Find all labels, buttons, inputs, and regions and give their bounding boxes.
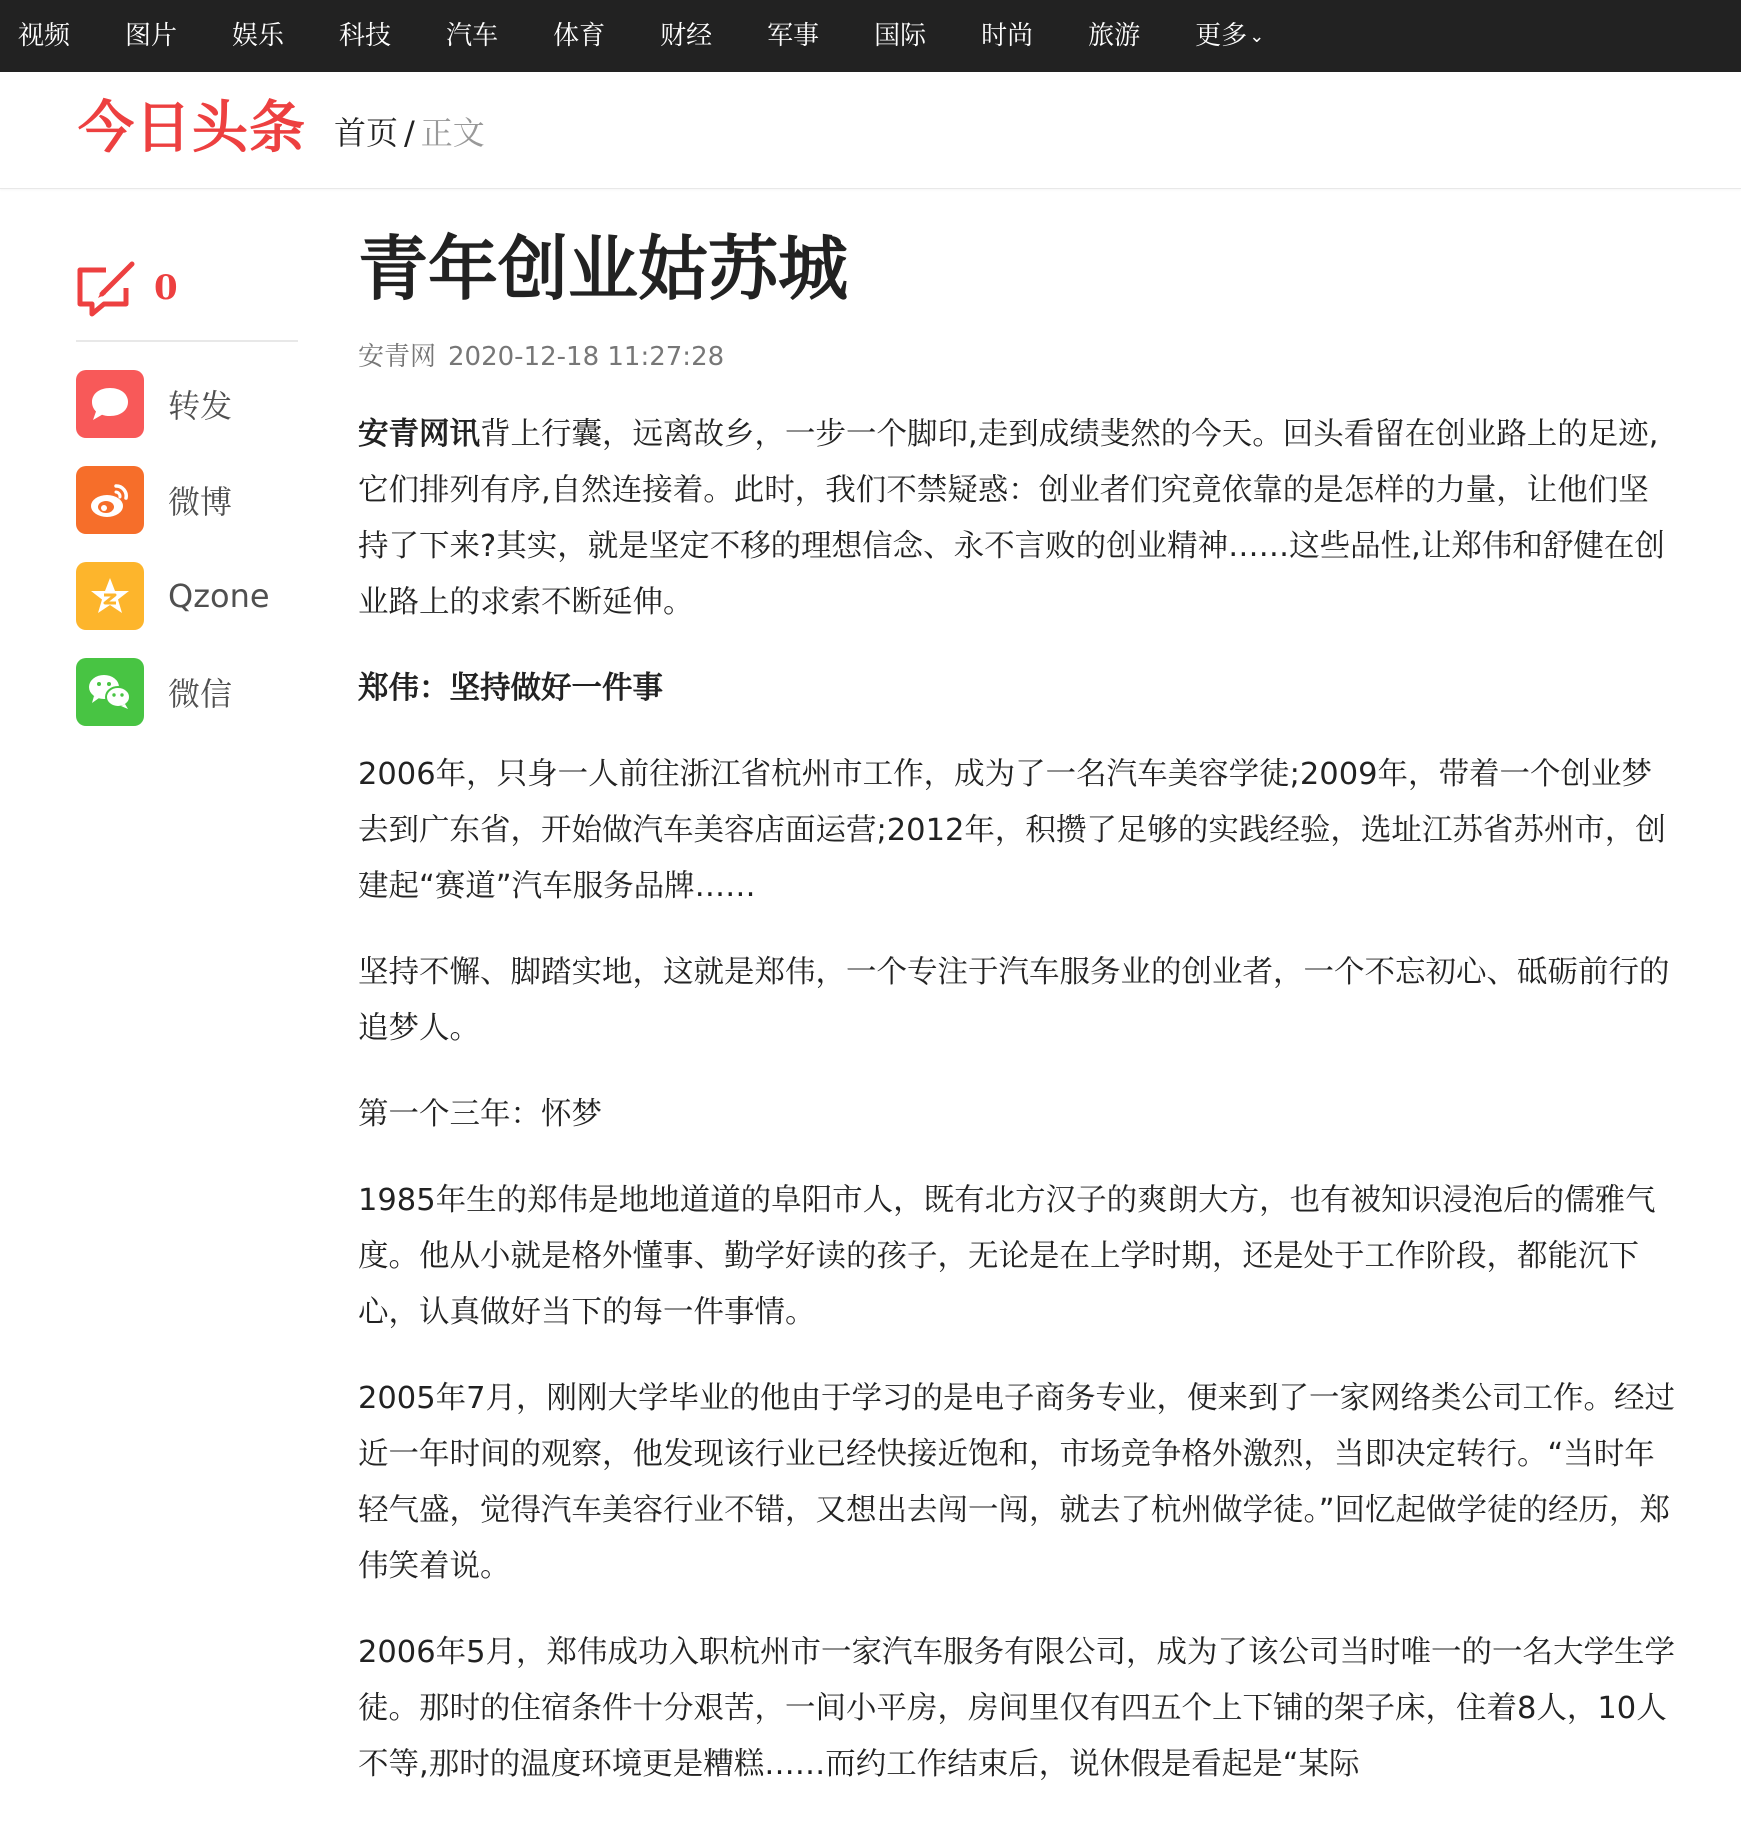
article-time: 2020-12-18 11:27:28 — [448, 342, 725, 372]
share-qzone-label: Qzone — [168, 577, 270, 615]
breadcrumb-separator: / — [404, 114, 415, 152]
comment-count: 0 — [154, 268, 178, 308]
wechat-icon — [76, 658, 144, 726]
nav-item-tech[interactable]: 科技 — [339, 21, 392, 51]
nav-item-finance[interactable]: 财经 — [660, 21, 713, 51]
chevron-down-icon: ⌄ — [1249, 26, 1265, 47]
article-body — [358, 407, 1678, 1793]
chat-bubble-icon — [76, 370, 144, 438]
article-paragraph: 2006年，只身一人前往浙江省杭州市工作，成为了一名汽车美容学徒;2009年，带着一个创业梦去到广东省，开始做汽车美容店面运营;2012年，积攒了足够的实践经验，选址江苏省苏州市，创建起“赛道”汽车服务品牌…… — [358, 757, 1666, 904]
nav-item-international[interactable]: 国际 — [874, 21, 927, 51]
article-paragraph: 1985年生的郑伟是地地道道的阜阳市人，既有北方汉子的爽朗大方，也有被知识浸泡后的儒雅气度。他从小就是格外懂事、勤学好读的孩子，无论是在上学时期，还是处于工作阶段，都能沉下心，认真做好当下的每一件事情。 — [358, 1183, 1656, 1330]
article-title: 青年创业姑苏城 — [358, 228, 848, 310]
weibo-icon — [76, 466, 144, 534]
share-list — [76, 370, 298, 726]
share-sidebar — [76, 252, 298, 754]
nav-more-label: 更多 — [1195, 21, 1248, 51]
site-header — [0, 72, 1741, 189]
nav-item-military[interactable]: 军事 — [767, 21, 820, 51]
nav-item-images[interactable]: 图片 — [125, 21, 178, 51]
comment-button[interactable] — [76, 252, 298, 342]
nav-item-more[interactable] — [1177, 0, 1264, 75]
breadcrumb-current: 正文 — [420, 114, 485, 152]
article-source[interactable]: 安青网 — [358, 342, 437, 372]
nav-item-entertainment[interactable]: 娱乐 — [232, 21, 285, 51]
site-logo[interactable]: 今日头条 — [78, 96, 306, 161]
share-qzone-button[interactable] — [76, 562, 298, 630]
nav-item-sports[interactable]: 体育 — [553, 21, 606, 51]
breadcrumb — [334, 112, 485, 154]
article-paragraph: 2005年7月，刚刚大学毕业的他由于学习的是电子商务专业，便来到了一家网络类公司工作。经过近一年时间的观察，他发现该行业已经快接近饱和，市场竞争格外激烈，当即决定转行。“当时年轻气盛，觉得汽车美容行业不错，又想出去闯一闯，就去了杭州做学徒。”回忆起做学徒的经历，郑伟笑着说。 — [358, 1381, 1676, 1584]
lead-source-tag: 安青网讯 — [358, 417, 480, 452]
comment-edit-icon — [76, 260, 140, 320]
article-section-heading: 第一个三年：怀梦 — [358, 1097, 602, 1132]
share-repost-button[interactable] — [76, 370, 298, 438]
article-lead — [358, 407, 1678, 631]
article-paragraph: 坚持不懈、脚踏实地，这就是郑伟，一个专注于汽车服务业的创业者，一个不忘初心、砥砺前行的追梦人。 — [358, 955, 1670, 1046]
share-repost-label: 转发 — [168, 387, 233, 425]
nav-item-travel[interactable]: 旅游 — [1088, 21, 1141, 51]
nav-item-fashion[interactable]: 时尚 — [981, 21, 1034, 51]
article-paragraph: 2006年5月，郑伟成功入职杭州市一家汽车服务有限公司，成为了该公司当时唯一的一名大学生学徒。那时的住宿条件十分艰苦，一间小平房，房间里仅有四五个上下铺的架子床，住着8人，10人不等,那时的温度环境更是糟糕……而约工作结束后，说休假是看起是“某际 — [358, 1635, 1676, 1782]
nav-item-auto[interactable]: 汽车 — [446, 21, 499, 51]
qzone-star-icon — [76, 562, 144, 630]
share-weibo-label: 微博 — [168, 483, 233, 521]
share-wechat-button[interactable] — [76, 658, 298, 726]
top-nav-bar — [0, 0, 1741, 72]
nav-item-video[interactable]: 视频 — [18, 21, 71, 51]
share-wechat-label: 微信 — [168, 675, 233, 713]
article-subheading: 郑伟：坚持做好一件事 — [358, 671, 663, 706]
article-meta — [358, 336, 1678, 373]
breadcrumb-home-link[interactable]: 首页 — [334, 114, 399, 152]
share-weibo-button[interactable] — [76, 466, 298, 534]
article — [358, 224, 1678, 1823]
lead-text: 背上行囊，远离故乡，一步一个脚印,走到成绩斐然的今天。回头看留在创业路上的足迹,它们排列有序,自然连接着。此时，我们不禁疑惑：创业者们究竟依靠的是怎样的力量，让他们坚持了下来?其实，就是坚定不移的理想信念、永不言败的创业精神……这些品性,让郑伟和舒健在创业路上的求索不断延伸。 — [358, 417, 1665, 620]
